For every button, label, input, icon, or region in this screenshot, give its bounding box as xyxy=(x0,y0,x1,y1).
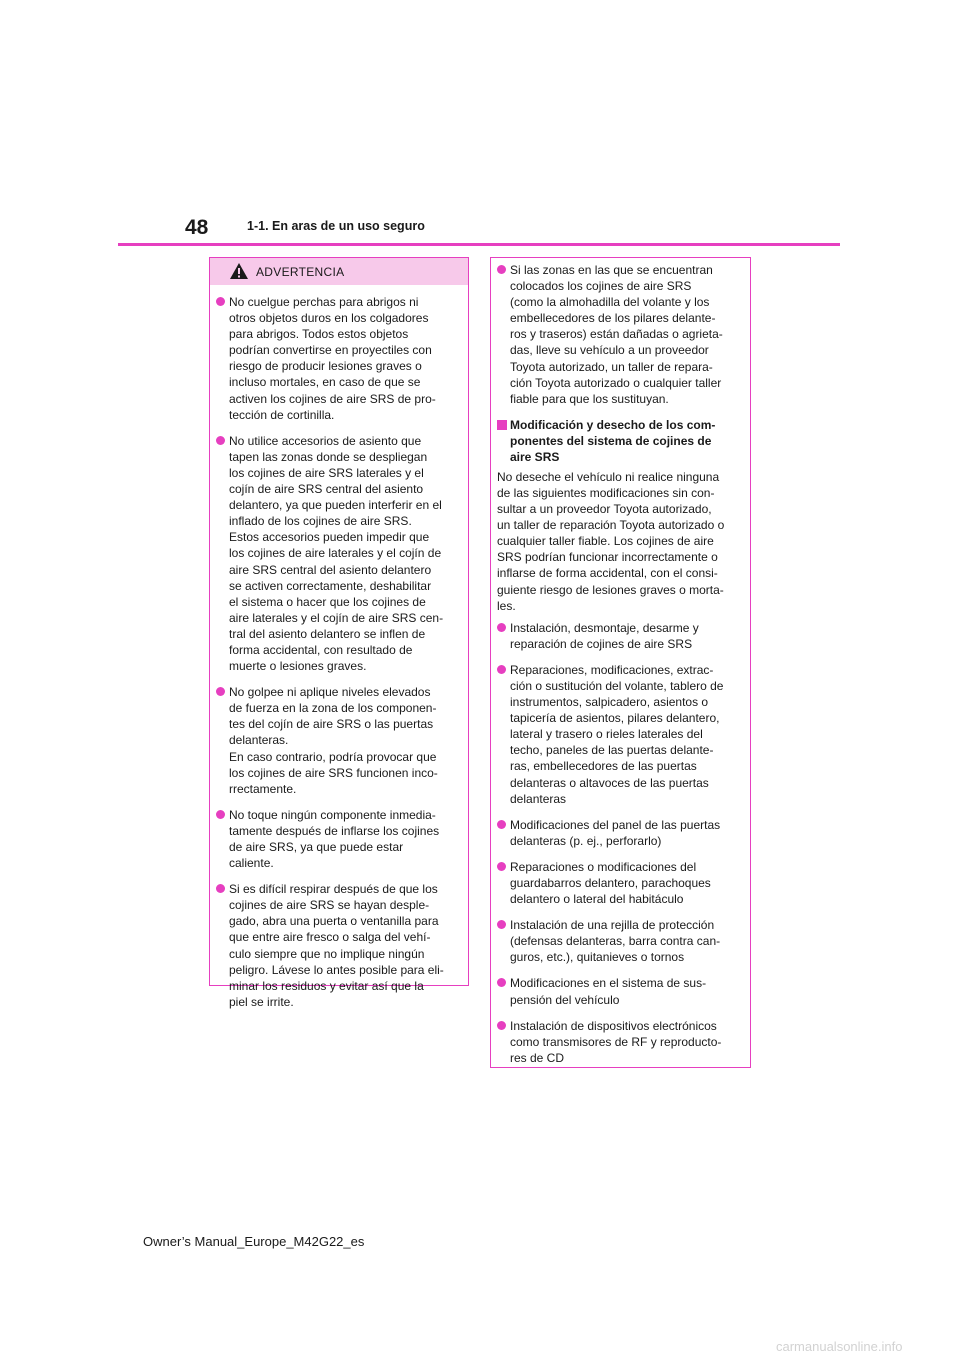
warning-box-continued xyxy=(490,257,751,1068)
item-text: Reparaciones o modificaciones del guardabarros delantero, parachoques delantero o lateral del habitáculo xyxy=(510,859,711,907)
list-item xyxy=(216,684,460,797)
subheading-text: Modificación y desecho de los com- ponentes del sistema de cojines de aire SRS xyxy=(510,417,716,464)
bullet-icon xyxy=(216,436,225,445)
bullet-icon xyxy=(497,862,506,871)
list-item xyxy=(216,807,460,871)
list-item xyxy=(497,662,742,807)
subheading xyxy=(491,417,750,465)
section-title: 1-1. En aras de un uso seguro xyxy=(247,219,425,233)
item-text: No cuelgue perchas para abrigos ni otros objetos duros en los colgadores para abrigos. Todos estos objetos podrían convertirse en proyectiles con riesgo de producir lesiones graves o incluso mortales, en caso de que se activen los cojines de aire SRS de pro- tección de cortinilla. xyxy=(229,295,436,422)
modifications-list xyxy=(491,620,750,1066)
warning-title: ADVERTENCIA xyxy=(256,265,345,279)
item-text: Instalación de una rejilla de protección (defensas delanteras, barra contra can- guros, etc.), quitanieves o tornos xyxy=(510,918,721,965)
footer-text: Owner’s Manual_Europe_M42G22_es xyxy=(143,1234,365,1249)
item-text: Reparaciones, modificaciones, extrac- ción o sustitución del volante, tablero de instrumentos, salpicadero, asientos o tapicería de asientos, pilares delantero, lateral y trasero o rieles laterales del techo, paneles de las puertas delante- ras, embellecedores de las puertas delanteras o altavoces de las puertas delanteras xyxy=(510,662,724,806)
item-text: Instalación, desmontaje, desarme y reparación de cojines de aire SRS xyxy=(510,620,699,651)
page-number: 48 xyxy=(185,216,209,239)
item-text: Si es difícil respirar después de que los cojines de aire SRS se hayan desple- gado, abra una puerta o ventanilla para que entre aire fresco o salga del vehí- culo siempre que no implique ningún peligro. Lávese lo antes posible para eli- minar los residuos y evitar así que la piel se irrite. xyxy=(229,882,444,1009)
bullet-icon xyxy=(497,820,506,829)
continued-list xyxy=(491,258,750,407)
item-text: No golpee ni aplique niveles elevados de fuerza en la zona de los componen- tes del cojín de aire SRS o las puertas delanteras. En caso contrario, podría provocar que los cojines de aire SRS funcionen inco- rrectamente. xyxy=(229,685,438,796)
watermark: carmanualsonline.info xyxy=(776,1339,903,1354)
bullet-icon xyxy=(216,884,225,893)
list-item xyxy=(497,262,742,407)
list-item xyxy=(497,859,742,907)
item-text: Modificaciones en el sistema de sus- pensión del vehículo xyxy=(510,976,707,1007)
list-item xyxy=(497,975,742,1007)
header-rule xyxy=(118,243,840,246)
item-text: Instalación de dispositivos electrónicos como transmisores de RF y reproducto- res de CD xyxy=(510,1018,722,1065)
bullet-icon xyxy=(497,920,506,929)
list-item xyxy=(497,817,742,849)
list-item xyxy=(497,917,742,965)
list-item xyxy=(497,1018,742,1066)
item-text: No toque ningún componente inmedia- tamente después de inflarse los cojines de aire SRS, ya que puede estar caliente. xyxy=(229,807,440,871)
list-item xyxy=(216,433,460,674)
item-text: Si las zonas en las que se encuentran colocados los cojines de aire SRS (como la almohadilla del volante y los embellecedores de los pilares delante- ros y traseros) están dañadas o agrieta- das, lleve su vehículo a un proveedor Toyota autorizado, un taller de repara- ción Toyota autorizado o cualquier taller fiable para que los sustituyan. xyxy=(510,263,723,406)
bullet-icon xyxy=(216,297,225,306)
bullet-icon xyxy=(497,265,506,274)
item-text: No utilice accesorios de asiento que tapen las zonas donde se despliegan los cojines de aire SRS laterales y el cojín de aire SRS central del asiento delantero, ya que pueden interferir en el inflado de los cojines de aire SRS. Estos accesorios pueden impedir que los cojines de aire laterales y el cojín de aire SRS central del asiento delantero se activen correctamente, deshabilitar el sistema o hacer que los cojines de aire laterales y el cojín de aire SRS cen- tral del asiento delantero se inflen de forma accidental, con resultado de muerte o lesiones graves. xyxy=(229,433,444,674)
item-text: Modificaciones del panel de las puertas delanteras (p. ej., perforarlo) xyxy=(510,817,721,848)
square-bullet-icon xyxy=(497,420,507,430)
paragraph: No deseche el vehículo ni realice ninguna de las siguientes modificaciones sin con- sultar a un proveedor Toyota autorizado, un taller de reparación Toyota autorizado o cualquier taller fiable. Los cojines de aire SRS podrían funcionar incorrectamente o inflarse de forma accidental, con el consi- guiente riesgo de lesiones graves o morta- les. xyxy=(497,469,725,613)
list-item xyxy=(216,881,460,1010)
bullet-icon xyxy=(497,978,506,987)
warning-header xyxy=(210,258,468,285)
bullet-icon xyxy=(497,623,506,632)
list-item xyxy=(497,620,742,652)
warning-list xyxy=(210,285,468,1010)
list-item xyxy=(216,294,460,423)
bullet-icon xyxy=(216,687,225,696)
bullet-icon xyxy=(216,810,225,819)
warning-triangle-icon xyxy=(229,262,249,280)
warning-box xyxy=(209,257,469,1009)
bullet-icon xyxy=(497,665,506,674)
bullet-icon xyxy=(497,1021,506,1030)
